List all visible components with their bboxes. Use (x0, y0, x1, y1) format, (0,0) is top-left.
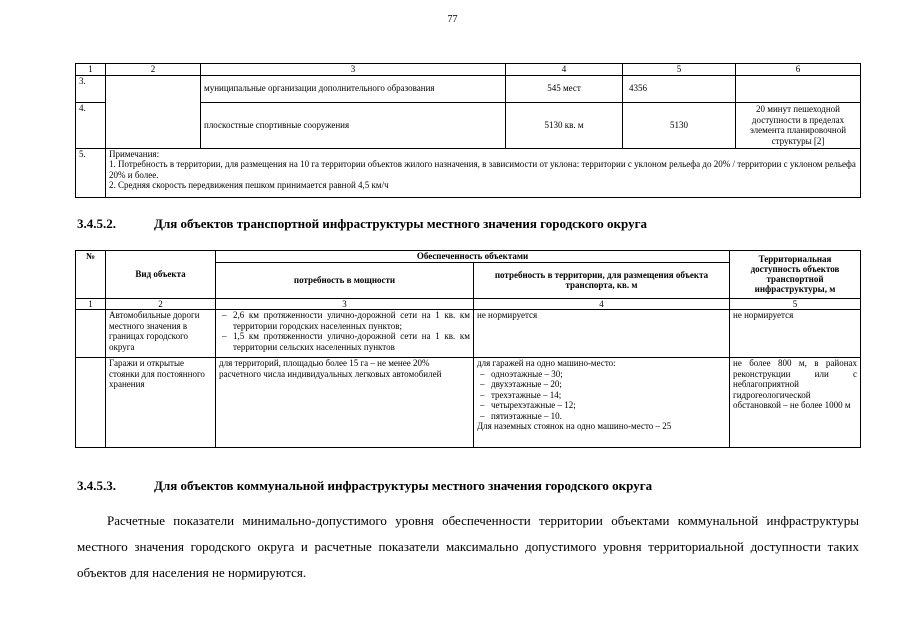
header-object-type: Вид объекта (106, 251, 216, 299)
header-provision: Обеспеченность объектами (216, 251, 730, 263)
paragraph-text: Расчетные показатели минимально-допустимого уровня обеспеченности территории объектами коммунальной инфраструктуры местного значения городского округа и расчетные показатели максимально допустимого уровня территориальной доступности таких объектов для населения не нормируются. (77, 513, 859, 580)
table-col-number: 2 (106, 64, 201, 76)
body-paragraph (77, 508, 859, 586)
header-access: Территориальная доступность объектов транспортной инфраструктуры, м (730, 251, 861, 299)
header-territory: потребность в территории, для размещения объекта транспорта, кв. м (474, 262, 730, 298)
list-item: – четырехэтажные – 12; (477, 400, 726, 411)
territory-outro: Для наземных стоянок на одно машино-место – 25 (477, 421, 672, 431)
table-colnum-row (76, 298, 861, 310)
list-item: – трехэтажные – 14; (477, 390, 726, 401)
table-col-number: 6 (736, 64, 861, 76)
list-item: – двухэтажные – 20; (477, 379, 726, 390)
territory-intro: для гаражей на одно машино-место: (477, 358, 616, 368)
note-2: 2. Средняя скорость передвижения пешком принимается равной 4,5 км/ч (109, 180, 389, 190)
header-number: № (76, 251, 106, 299)
notes-cell (106, 148, 861, 197)
capacity-cell (216, 310, 474, 358)
page-number: 77 (447, 14, 458, 25)
table-transport-objects (75, 250, 861, 448)
section-title: Для объектов коммунальной инфраструктуры местного значения городского округа (154, 478, 653, 493)
capacity-value: 545 мест (506, 75, 623, 102)
area-value: 4356 (623, 75, 736, 102)
notes-row (76, 148, 861, 197)
object-type: Автомобильные дороги местного значения в границах городского округа (106, 310, 216, 358)
table-col-number: 4 (474, 298, 730, 310)
row-number (76, 310, 106, 358)
object-name: муниципальные организации дополнительного образования (201, 75, 506, 102)
table-col-number: 3 (201, 64, 506, 76)
table-row (76, 75, 861, 102)
access-value: 20 минут пешеходной доступности в пределах элемента планировочной структуры [2] (736, 102, 861, 148)
section-title: Для объектов транспортной инфраструктуры местного значения городского округа (154, 216, 648, 231)
table-col-number: 1 (76, 64, 106, 76)
row-number (76, 358, 106, 448)
territory-cell: не нормируется (474, 310, 730, 358)
table-social-objects (75, 63, 861, 198)
area-value: 5130 (623, 102, 736, 148)
empty-cell (106, 75, 201, 148)
table-col-number: 1 (76, 298, 106, 310)
object-type: Гаражи и открытые стоянки для постоянного хранения (106, 358, 216, 448)
table-row (76, 358, 861, 448)
row-number: 4. (76, 102, 106, 148)
list-item: – пятиэтажные – 10. (477, 411, 726, 422)
table-row (76, 310, 861, 358)
table-col-number: 5 (730, 298, 861, 310)
list-item: – 1,5 км протяженности улично-дорожной сети на 1 кв. км территории сельских населенных пунктов (219, 331, 470, 352)
section-number: 3.4.5.2. (77, 216, 116, 231)
territory-cell (474, 358, 730, 448)
access-value (736, 75, 861, 102)
section-heading-communal (77, 478, 652, 494)
row-number: 5. (76, 148, 106, 197)
note-1: 1. Потребность в территории, для размещения на 10 га территории объектов жилого назначения, в зависимости от уклона: территории с уклоном рельефа до 20% / территории с уклоном рельефа 20% и более. (109, 159, 856, 180)
list-item: – 2,6 км протяженности улично-дорожной сети на 1 кв. км территории городских населенных пунктов; (219, 310, 470, 331)
table-header-row (76, 251, 861, 263)
table-col-number: 5 (623, 64, 736, 76)
section-number: 3.4.5.3. (77, 478, 116, 493)
table-col-number: 4 (506, 64, 623, 76)
object-name: плоскостные спортивные сооружения (201, 102, 506, 148)
notes-title: Примечания: (109, 148, 160, 159)
header-capacity: потребность в мощности (216, 262, 474, 298)
access-cell: не нормируется (730, 310, 861, 358)
row-number: 3. (76, 75, 106, 102)
table-header-row (76, 64, 861, 76)
access-cell: не более 800 м, в районах реконструкции или с неблагоприятной гидрогеологической обстановкой – не более 1000 м (730, 358, 861, 448)
capacity-value: 5130 кв. м (506, 102, 623, 148)
list-item: – одноэтажные – 30; (477, 369, 726, 380)
section-heading-transport (77, 216, 647, 232)
table-col-number: 3 (216, 298, 474, 310)
capacity-cell: для территорий, площадью более 15 га – не менее 20% расчетного числа индивидуальных легковых автомобилей (216, 358, 474, 448)
table-col-number: 2 (106, 298, 216, 310)
